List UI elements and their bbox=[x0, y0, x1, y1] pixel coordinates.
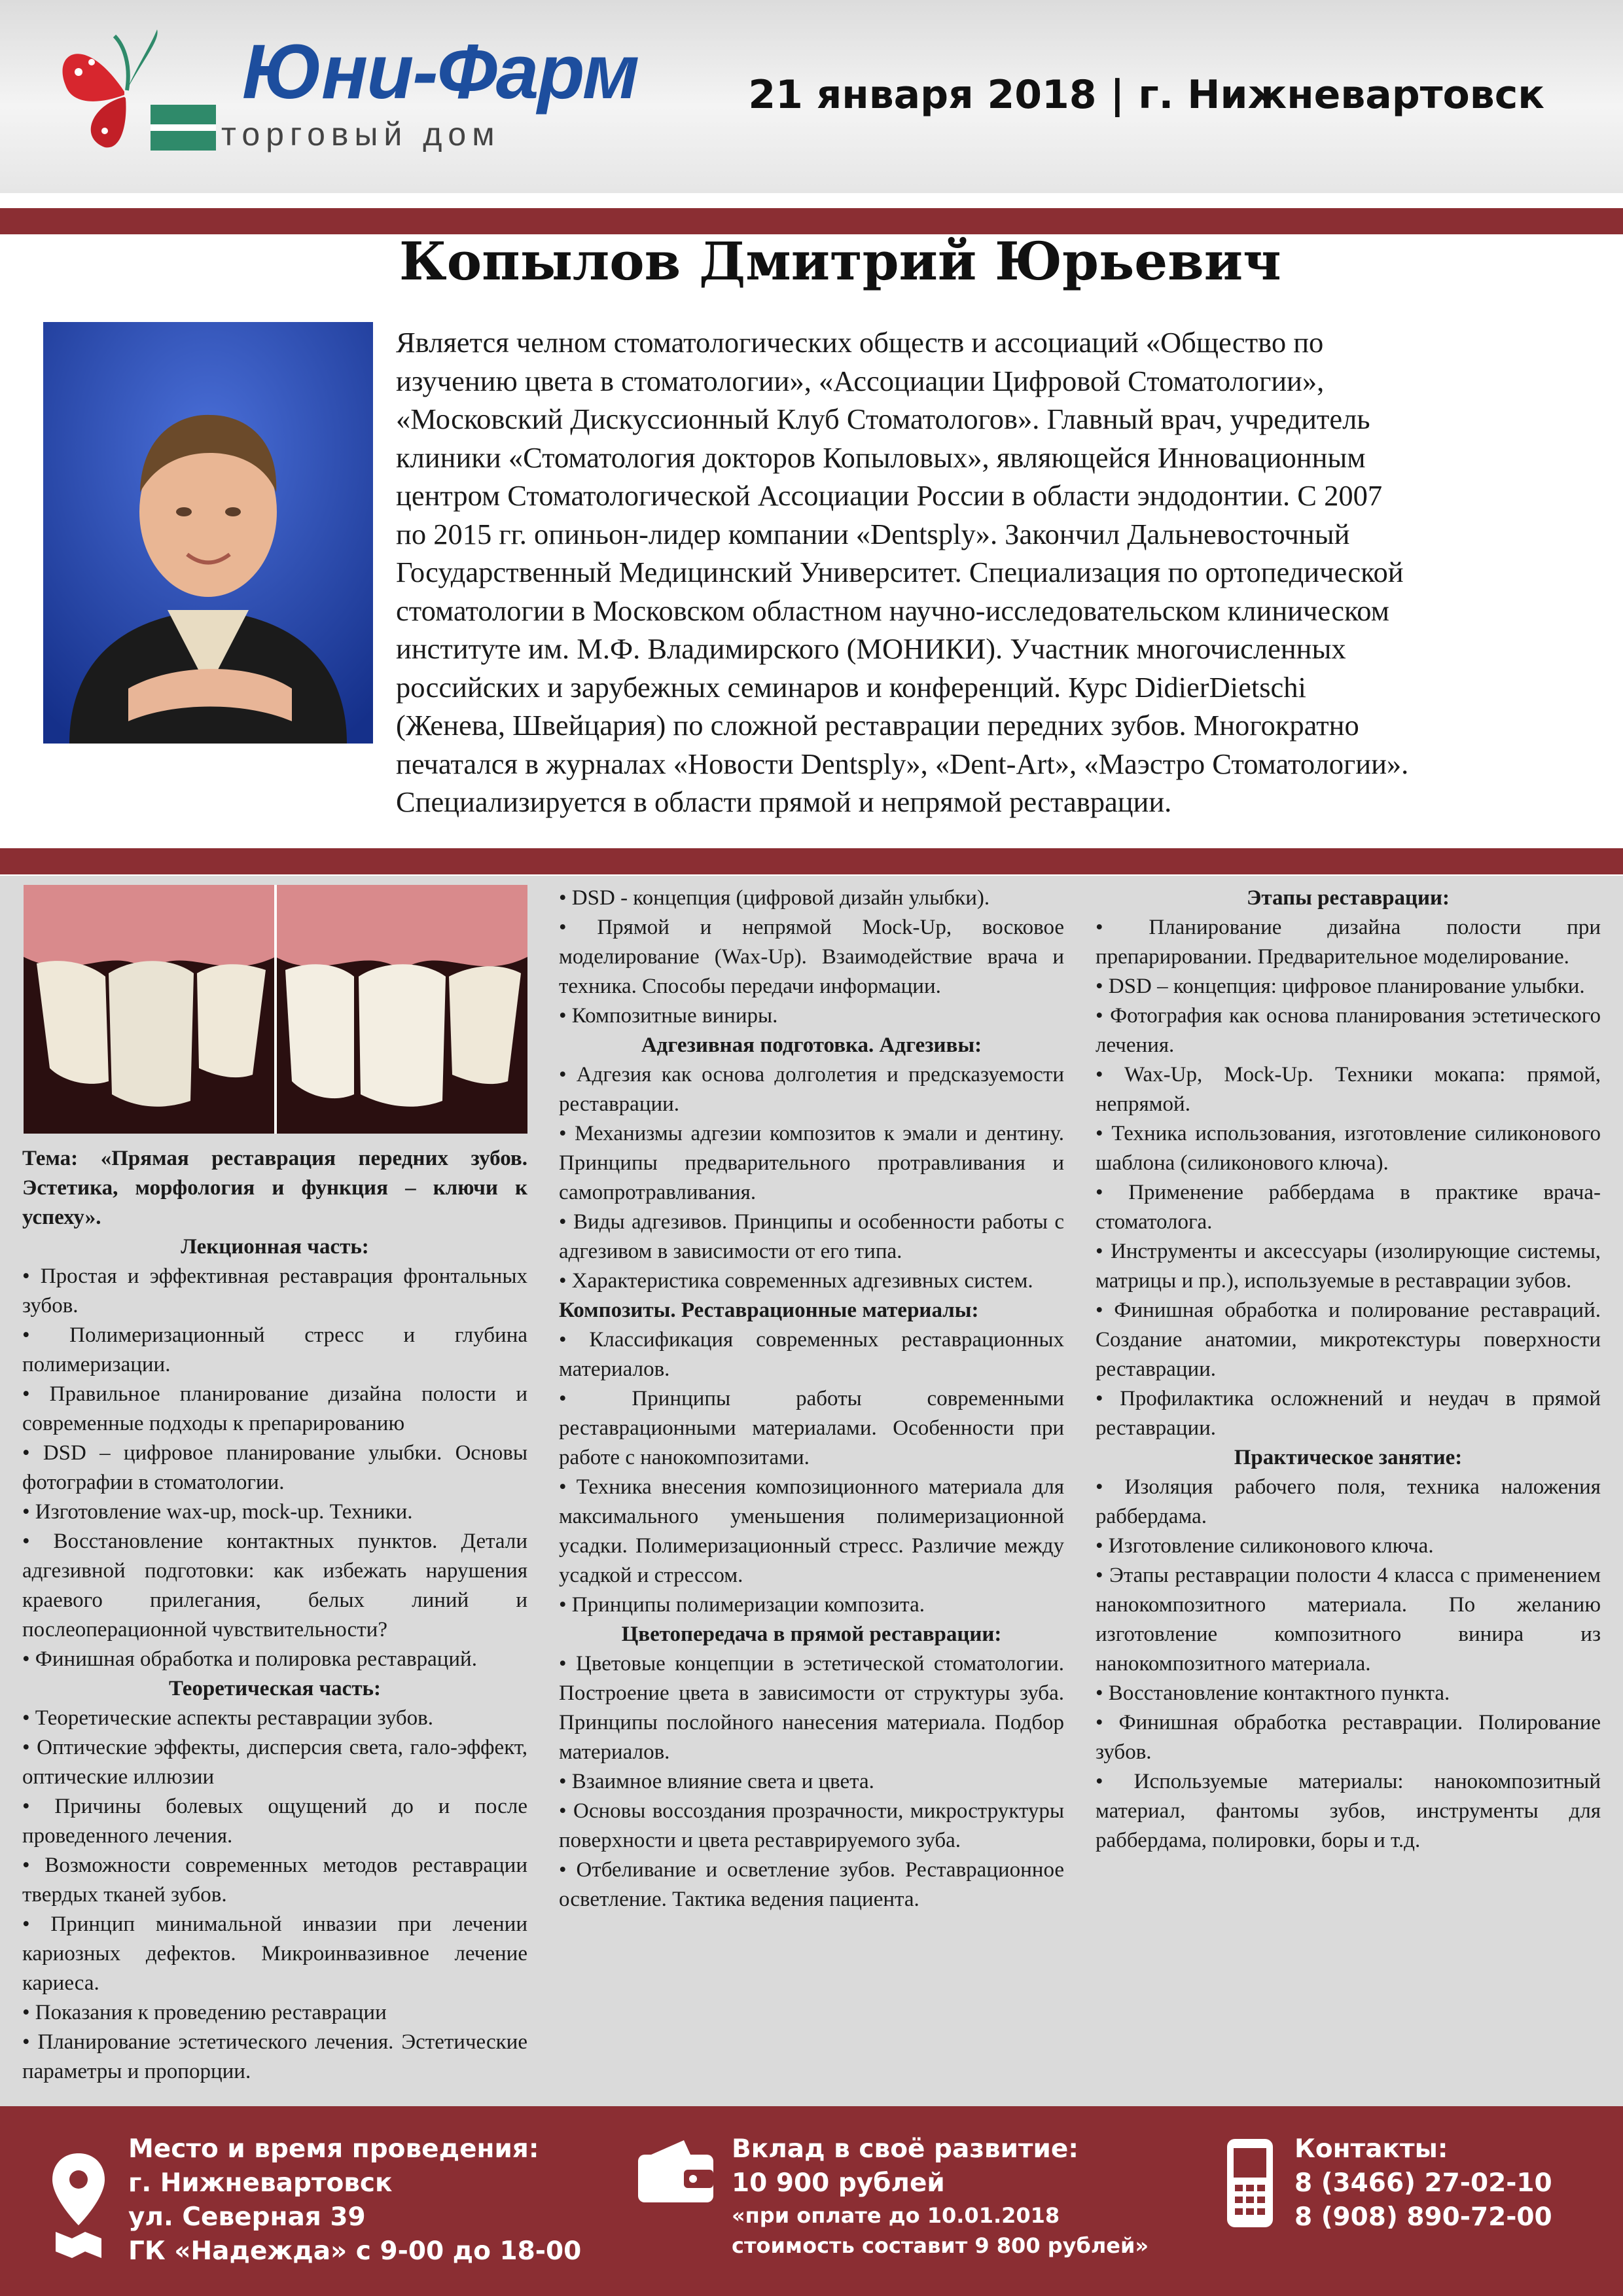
list-item: • Цветовые концепции в эстетической стоматологии. Построение цвета в зависимости от структуры зуба. Принципы послойного нанесения материала. Подбор материалов. bbox=[559, 1652, 1064, 1764]
bio-line: (Женева, Швейцария) по сложной реставрации передних зубов. Многократно bbox=[396, 709, 1359, 742]
lecture-heading: Лекционная часть: bbox=[181, 1235, 369, 1259]
bio-line: Государственный Медицинский Университет. Специализация по ортопедической bbox=[396, 556, 1404, 588]
program-column-3 bbox=[1096, 884, 1601, 1856]
list-item: • Отбеливание и осветление зубов. Реставрационное осветление. Тактика ведения пациента. bbox=[559, 1858, 1064, 1911]
speaker-photo bbox=[43, 322, 373, 744]
list-item: • Оптические эффекты, дисперсия света, гало-эффект, оптические иллюзии bbox=[22, 1736, 527, 1789]
venue-hotel-time: ГК «Надежда» с 9-00 до 18-00 bbox=[128, 2236, 582, 2266]
butterfly-logo-icon bbox=[46, 26, 216, 157]
list-item: • Полимеризационный стресс и глубина полимеризации. bbox=[22, 1323, 527, 1376]
list-item: • Планирование дизайна полости при препарировании. Предварительное моделирование. bbox=[1096, 916, 1601, 969]
list-item: • Используемые материалы: нанокомпозитный материал, фантомы зубов, инструменты для раббердама, полировки, боры и т.д. bbox=[1096, 1770, 1601, 1852]
list-item: • DSD – концепция: цифровое планирование улыбки. bbox=[1096, 975, 1585, 998]
list-item: • Адгезия как основа долголетия и предсказуемости реставрации. bbox=[559, 1063, 1064, 1116]
teeth-before-after-photo bbox=[24, 885, 527, 1134]
list-item: • Композитные виниры. bbox=[559, 1004, 778, 1028]
list-item: • Wax-Up, Mock-Up. Техники мокапа: прямой, непрямой. bbox=[1096, 1063, 1601, 1116]
wallet-icon bbox=[638, 2140, 713, 2202]
contacts-info bbox=[1294, 2132, 1552, 2234]
list-item: • Финишная обработка и полирование реставраций. Создание анатомии, микротекстуры поверхности реставрации. bbox=[1096, 1299, 1601, 1381]
program-column-2 bbox=[559, 884, 1064, 1914]
list-item: • DSD – цифровое планирование улыбки. Основы фотографии в стоматологии. bbox=[22, 1441, 527, 1494]
page-footer bbox=[0, 2106, 1623, 2296]
composite-heading: Композиты. Реставрационные материалы: bbox=[559, 1299, 979, 1322]
venue-street: ул. Северная 39 bbox=[128, 2202, 366, 2232]
list-item: • Техника использования, изготовление силиконового шаблона (силиконового ключа). bbox=[1096, 1122, 1601, 1175]
fee-note-line2: стоимость составит 9 800 рублей» bbox=[732, 2233, 1149, 2258]
list-item: • Этапы реставрации полости 4 класса с применением нанокомпозитного материала. По желанию изготовление композитного винира из нанокомпозитного материала. bbox=[1096, 1564, 1601, 1676]
bio-line: стоматологии в Московском областном научно-исследовательском клиническом bbox=[396, 594, 1389, 627]
course-topic: Тема: «Прямая реставрация передних зубов. Эстетика, морфология и функция – ключи к успеху». bbox=[22, 1147, 527, 1229]
theory-heading: Теоретическая часть: bbox=[169, 1677, 381, 1700]
list-item: • Прямой и непрямой Mock-Up, восковое моделирование (Wax-Up). Взаимодействие врача и техника. Способы передачи информации. bbox=[559, 916, 1064, 998]
phone-number-1: 8 (3466) 27-02-10 bbox=[1294, 2168, 1552, 2198]
list-item: • Причины болевых ощущений до и после проведенного лечения. bbox=[22, 1795, 527, 1848]
list-item: • Механизмы адгезии композитов к эмали и дентину. Принципы предварительного протравливания и самопротравливания. bbox=[559, 1122, 1064, 1204]
bio-line: центром Стоматологической Ассоциации России в области эндодонтии. С 2007 bbox=[396, 479, 1383, 512]
list-item: • Теоретические аспекты реставрации зубов. bbox=[22, 1706, 433, 1730]
list-item: • Финишная обработка реставрации. Полирование зубов. bbox=[1096, 1711, 1601, 1764]
list-item: • Профилактика осложнений и неудач в прямой реставрации. bbox=[1096, 1387, 1601, 1440]
fee-note-line1: «при оплате до 10.01.2018 bbox=[732, 2203, 1060, 2228]
list-item: • Виды адгезивов. Принципы и особенности работы с адгезивом в зависимости от его типа. bbox=[559, 1210, 1064, 1263]
list-item: • Классификация современных реставрационных материалов. bbox=[559, 1328, 1064, 1381]
program-column-1 bbox=[22, 1144, 527, 2087]
bio-line: клиники «Стоматология докторов Копыловых», являющейся Инновационным bbox=[396, 440, 1366, 474]
bio-line: изучению цвета в стоматологии», «Ассоциации Цифровой Стоматологии», bbox=[396, 364, 1325, 397]
adhesive-heading: Адгезивная подготовка. Адгезивы: bbox=[641, 1033, 982, 1057]
bio-line: Является челном стоматологических обществ и ассоциаций «Общество по bbox=[396, 326, 1324, 359]
phone-number-2: 8 (908) 890-72-00 bbox=[1294, 2202, 1552, 2232]
list-item: • DSD - концепция (цифровой дизайн улыбки). bbox=[559, 886, 990, 910]
color-heading: Цветопередача в прямой реставрации: bbox=[621, 1623, 1002, 1646]
speaker-name: Копылов Дмитрий Юрьевич bbox=[399, 230, 1281, 292]
contacts-title: Контакты: bbox=[1294, 2134, 1448, 2164]
bio-line: Специализируется в области прямой и непрямой реставрации. bbox=[396, 785, 1172, 818]
middle-divider-bar bbox=[0, 848, 1623, 874]
bio-line: «Московский Дискуссионный Клуб Стоматологов». Главный врач, учредитель bbox=[396, 403, 1370, 435]
bio-line: российских и зарубежных семинаров и конференций. Курс DidierDietschi bbox=[396, 670, 1306, 704]
list-item: • Планирование эстетического лечения. Эстетические параметры и пропорции. bbox=[22, 2030, 527, 2083]
logo-title: Юни-Фарм bbox=[242, 29, 639, 115]
list-item: • Восстановление контактных пунктов. Детали адгезивной подготовки: как избежать нарушения краевого прилегания, белых линий и послеоперационной чувствительности? bbox=[22, 1530, 527, 1641]
list-item: • Фотография как основа планирования эстетического лечения. bbox=[1096, 1004, 1601, 1057]
list-item: • Характеристика современных адгезивных систем. bbox=[559, 1269, 1033, 1293]
bio-line: институте им. М.Ф. Владимирского (МОНИКИ). Участник многочисленных bbox=[396, 632, 1346, 665]
bio-line: печатался в журналах «Новости Dentsply», «Dent-Art», «Маэстро Стоматологии». bbox=[396, 747, 1409, 780]
list-item: • Инструменты и аксессуары (изолирующие системы, матрицы и пр.), используемые в реставрации зубов. bbox=[1096, 1240, 1601, 1293]
list-item: • Изоляция рабочего поля, техника наложения раббердама. bbox=[1096, 1475, 1601, 1528]
fee-info bbox=[732, 2132, 1149, 2261]
stages-heading: Этапы реставрации: bbox=[1247, 886, 1450, 910]
list-item: • Принципы полимеризации композита. bbox=[559, 1593, 925, 1617]
event-date-place: 21 января 2018 | г. Нижневартовск bbox=[748, 72, 1544, 118]
list-item: • Взаимное влияние света и цвета. bbox=[559, 1770, 874, 1793]
list-item: • Принципы работы современными реставрационными материалами. Особенности при работе с нанокомпозитами. bbox=[559, 1387, 1064, 1469]
list-item: • Восстановление контактного пункта. bbox=[1096, 1681, 1450, 1705]
list-item: • Показания к проведению реставрации bbox=[22, 2001, 387, 2024]
list-item: • Правильное планирование дизайна полости и современные подходы к препарированию bbox=[22, 1382, 527, 1435]
list-item: • Применение раббердама в практике врача-стоматолога. bbox=[1096, 1181, 1601, 1234]
venue-info bbox=[128, 2132, 581, 2269]
list-item: • Изготовление силиконового ключа. bbox=[1096, 1534, 1434, 1558]
logo-subtitle: торговый дом bbox=[221, 116, 501, 152]
list-item: • Основы воссоздания прозрачности, микроструктуры поверхности и цвета реставрируемого зуба. bbox=[559, 1799, 1064, 1852]
list-item: • Финишная обработка и полировка реставраций. bbox=[22, 1647, 477, 1671]
company-logo bbox=[46, 20, 639, 170]
list-item: • Техника внесения композиционного материала для максимального уменьшения полимеризационной усадки. Полимеризационный стресс. Различие между усадкой и стрессом. bbox=[559, 1475, 1064, 1587]
venue-city: г. Нижневартовск bbox=[128, 2168, 393, 2198]
fee-title: Вклад в своё развитие: bbox=[732, 2134, 1079, 2164]
speaker-bio bbox=[396, 323, 1554, 821]
location-pin-icon bbox=[52, 2153, 105, 2258]
list-item: • Возможности современных методов реставрации твердых тканей зубов. bbox=[22, 1854, 527, 1907]
venue-title: Место и время проведения: bbox=[128, 2134, 539, 2164]
mobile-phone-icon bbox=[1227, 2139, 1273, 2227]
practice-heading: Практическое занятие: bbox=[1234, 1446, 1463, 1469]
page-header bbox=[0, 0, 1623, 193]
list-item: • Изготовление wax-up, mock-up. Техники. bbox=[22, 1500, 413, 1524]
list-item: • Простая и эффективная реставрация фронтальных зубов. bbox=[22, 1265, 527, 1318]
list-item: • Принцип минимальной инвазии при лечении кариозных дефектов. Микроинвазивное лечение кариеса. bbox=[22, 1912, 527, 1995]
bio-line: по 2015 гг. опиньон-лидер компании «Dentsply». Закончил Дальневосточный bbox=[396, 517, 1350, 550]
fee-amount: 10 900 рублей bbox=[732, 2168, 945, 2198]
